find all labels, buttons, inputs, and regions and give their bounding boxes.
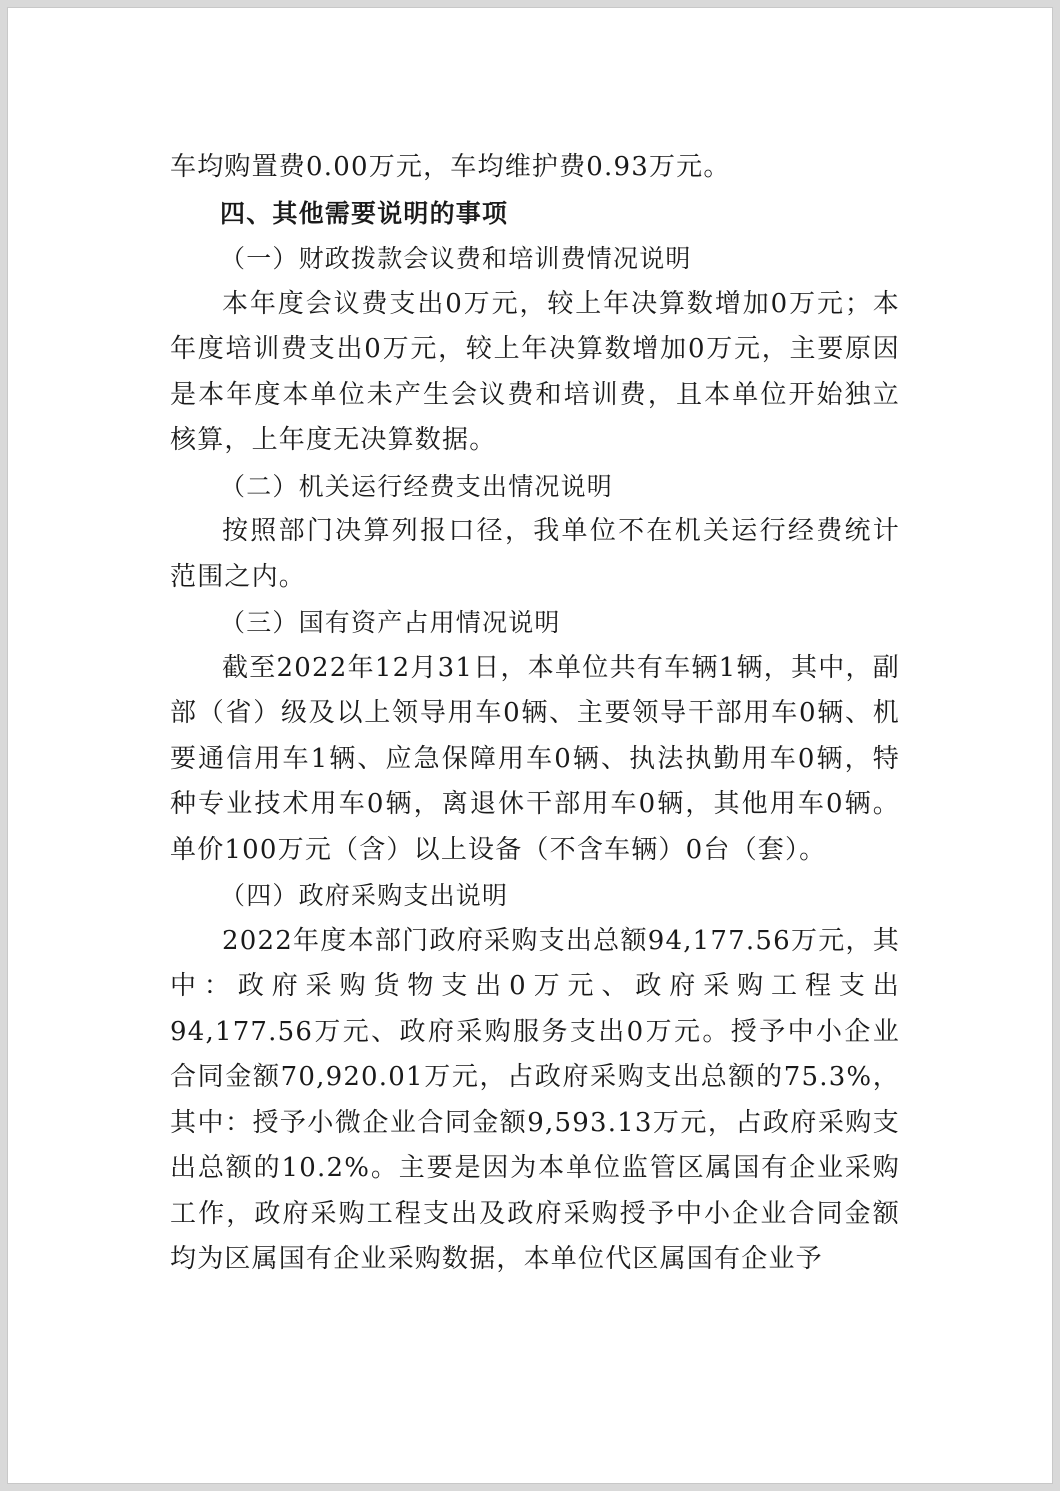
paragraph-meeting-training: 本年度会议费支出0万元，较上年决算数增加0万元；本年度培训费支出0万元，较上年决算数增加0万元，主要原因是本年度本单位未产生会议费和培训费，且本单位开始独立核算，上年度无决算数据。 [170, 288, 900, 455]
subsection-heading-4: （四）政府采购支出说明 [220, 881, 509, 910]
paragraph-state-assets: 截至2022年12月31日，本单位共有车辆1辆，其中，副部（省）级及以上领导用车0辆、主要领导干部用车0辆、机要通信用车1辆、应急保障用车0辆、执法执勤用车0辆，特种专业技术用车0辆，离退休干部用车0辆，其他用车0辆。单价100万元（含）以上设备（不含车辆）0台（套）。 [170, 652, 900, 865]
subsection-heading-2: （二）机关运行经费支出情况说明 [220, 471, 614, 501]
subsection-heading-1: （一）财政拨款会议费和培训费情况说明 [220, 244, 692, 273]
document-page [7, 7, 1053, 1484]
section-heading: 四、其他需要说明的事项 [220, 198, 509, 228]
continuation-paragraph: 车均购置费0.00万元，车均维护费0.93万元。 [170, 152, 731, 182]
paragraph-procurement: 2022年度本部门政府采购支出总额94,177.56万元，其中：政府采购货物支出0万元、政府采购工程支出94,177.56万元、政府采购服务支出0万元。授予中小企业合同金额70,920.01万元，占政府采购支出总额的75.3%，其中：授予小微企业合同金额9,593.13万元，占政府采购支出总额的10.2%。主要是因为本单位监管区属国有企业采购工作，政府采购工程支出及政府采购授予中小企业合同金额均为区属国有企业采购数据，本单位代区属国有企业予 [170, 925, 900, 1274]
subsection-heading-3: （三）国有资产占用情况说明 [220, 608, 561, 637]
document-body [170, 145, 900, 1283]
paragraph-operating-expenses: 按照部门决算列报口径，我单位不在机关运行经费统计范围之内。 [170, 516, 900, 592]
